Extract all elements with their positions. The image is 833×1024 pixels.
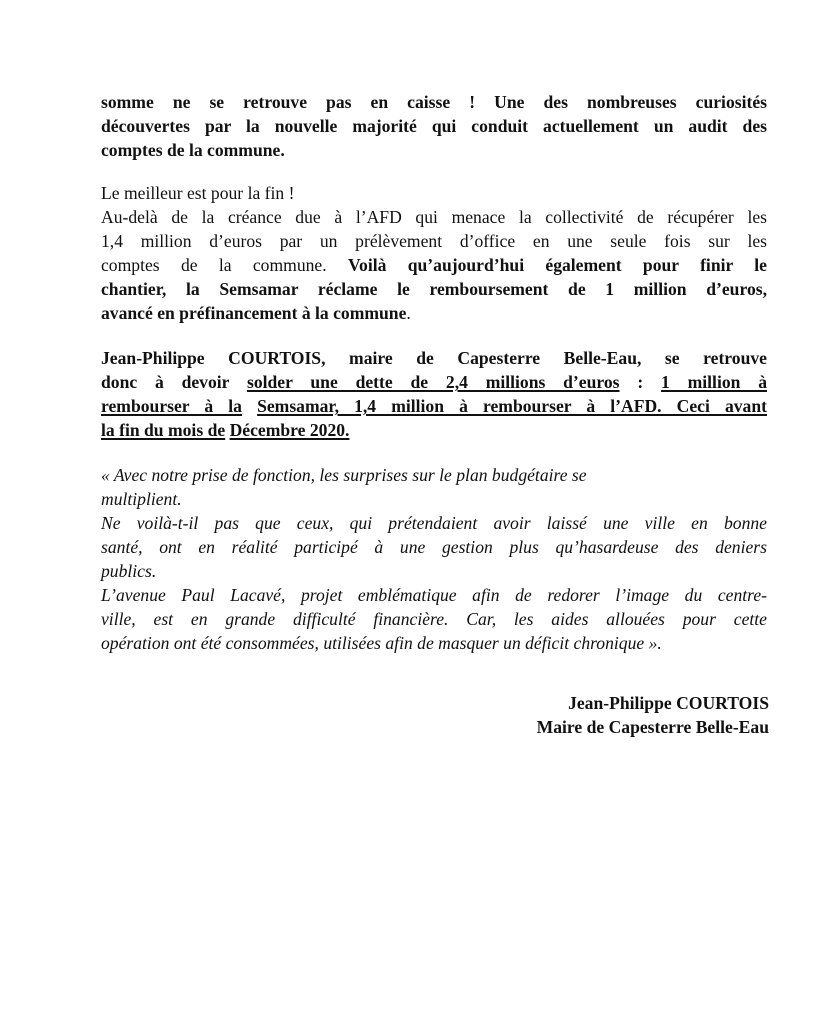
underlined-text: rembourser à la <box>101 396 242 416</box>
text-line: Jean-Philippe COURTOIS, maire de Capesterre Belle-Eau, se retrouve <box>101 348 767 368</box>
text-fragment: comptes de la commune. <box>101 255 348 275</box>
paragraph-afd-claim <box>101 181 767 325</box>
signature-name: Jean-Philippe COURTOIS <box>568 693 769 713</box>
text-fragment: donc à devoir <box>101 372 247 392</box>
text-line <box>101 394 767 418</box>
paragraph-debt <box>101 346 767 442</box>
underlined-text: 1 million à <box>661 372 768 392</box>
underlined-date: Décembre 2020. <box>229 420 350 440</box>
text-line: Le meilleur est pour la fin ! <box>101 183 295 203</box>
quote-line: opération ont été consommées, utilisées afin de masquer un déficit chronique ». <box>101 633 662 653</box>
quote-line: ville, est en grande difficulté financière. Car, les aides allouées pour cette <box>101 609 767 629</box>
quote-line: multiplient. <box>101 489 182 509</box>
text-line: Au-delà de la créance due à l’AFD qui menace la collectivité de récupérer les <box>101 207 767 227</box>
text-fragment-bold: Voilà qu’aujourd’hui également pour finir le <box>347 255 767 275</box>
text-fragment: : <box>619 372 662 392</box>
quote-block <box>101 463 767 655</box>
quote-line: L’avenue Paul Lacavé, projet emblématique afin de redorer l’image du centre- <box>101 585 767 605</box>
text-line: somme ne se retrouve pas en caisse ! Une des nombreuses curiosités <box>101 92 767 112</box>
quote-line: « Avec notre prise de fonction, les surprises sur le plan budgétaire se <box>101 465 587 485</box>
text-fragment: . <box>406 303 411 323</box>
text-line <box>101 301 767 325</box>
underlined-debt-amount: solder une dette de 2,4 millions d’euros <box>246 372 620 392</box>
text-fragment <box>242 396 257 416</box>
text-line <box>101 370 767 394</box>
text-fragment-bold: avancé en préfinancement à la commune <box>101 303 407 323</box>
underlined-text: la fin du mois de <box>101 420 226 440</box>
text-line <box>101 418 767 442</box>
quote-line: santé, ont en réalité participé à une gestion plus qu’hasardeuse des deniers <box>101 537 767 557</box>
quote-line: Ne voilà-t-il pas que ceux, qui prétendaient avoir laissé une ville en bonne <box>101 513 767 533</box>
underlined-text: Semsamar, 1,4 million à rembourser à l’AFD. Ceci avant <box>257 396 767 416</box>
signature-block <box>537 691 769 739</box>
text-line <box>101 253 767 277</box>
paragraph-audit <box>101 90 767 162</box>
quote-line: publics. <box>101 561 157 581</box>
text-line: comptes de la commune. <box>101 140 285 160</box>
signature-title: Maire de Capesterre Belle-Eau <box>536 717 769 737</box>
text-line: découvertes par la nouvelle majorité qui conduit actuellement un audit des <box>101 116 767 136</box>
text-line: 1,4 million d’euros par un prélèvement d’office en une seule fois sur les <box>101 231 767 251</box>
text-line: chantier, la Semsamar réclame le remboursement de 1 million d’euros, <box>101 279 767 299</box>
